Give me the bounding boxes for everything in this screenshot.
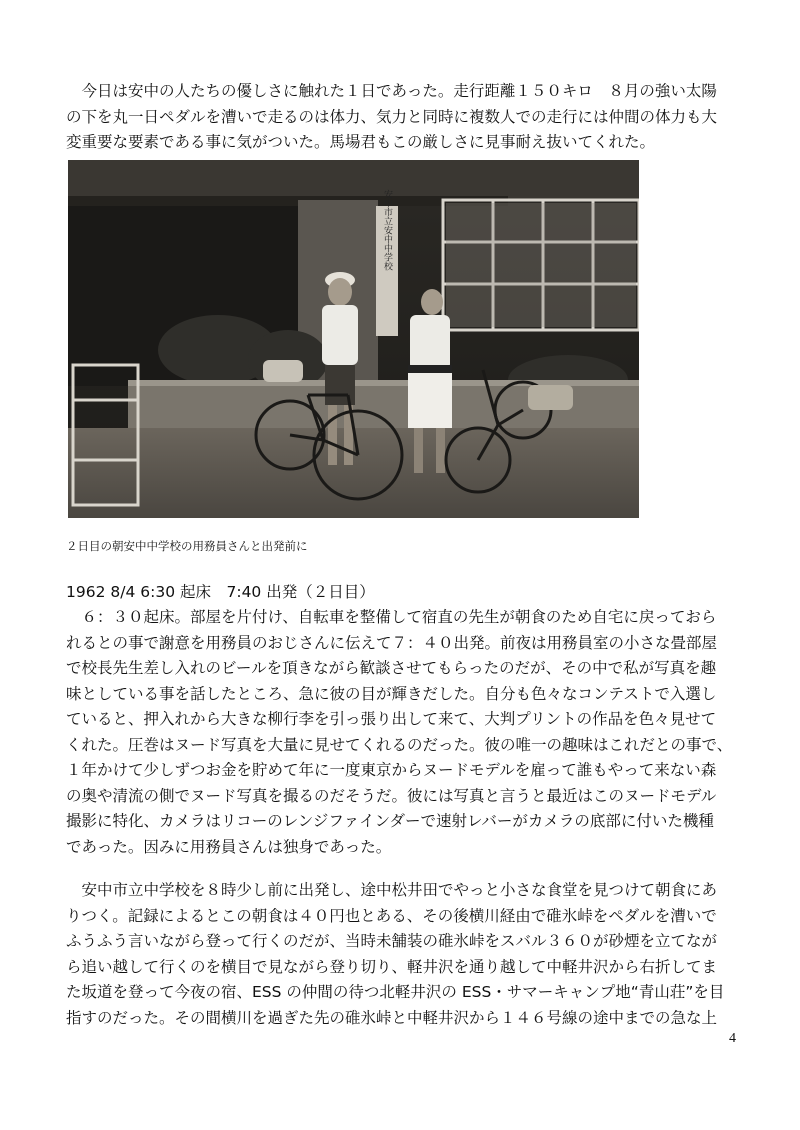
text-line: 撮影に特化、カメラはリコーのレンジファインダーで速射レバーがカメラの底部に付いた機種	[66, 812, 714, 830]
text-line: 変重要な要素である事に気がついた。馬場君もこの厳しさに見事耐え抜いてくれた。	[66, 133, 656, 151]
text-line: 指すのだった。その間横川を過ぎた先の碓氷峠と中軽井沢から１４６号線の途中までの急な上	[66, 1008, 718, 1027]
photo-caption: ２日目の朝安中中学校の用務員さんと出発前に	[66, 539, 308, 553]
text-line: 味としている事を話したところ、急に彼の目が輝きだした。自分も色々なコンテストで入選し	[66, 684, 717, 703]
text-line: ら追い越して行くのを横目で見ながら登り切り、軽井沢を通り越して中軽井沢から右折してま	[66, 957, 718, 976]
intro-paragraph	[66, 79, 744, 156]
text-line: であった。因みに用務員さんは独身であった。	[66, 837, 392, 856]
section-heading: 1962 8/4 6:30 起床 7:40 出発（２日目）	[66, 583, 375, 601]
text-line: の奥や清流の側でヌード写真を撮るのだそうだ。彼には写真と言うと最近はこのヌードモデル	[66, 786, 717, 805]
text-line: れるとの事で謝意を用務員のおじさんに伝えて７：４０出発。前夜は用務員室の小さな畳部屋	[66, 633, 718, 652]
text-line: りつく。記録によるとこの朝食は４０円也とある、その後横川経由で碓氷峠をペダルを漕いで	[66, 906, 717, 925]
body-paragraph-2	[66, 878, 744, 1031]
text-line: ６：３０起床。部屋を片付け、自転車を整備して宿直の先生が朝食のため自宅に戻っておら	[66, 608, 717, 626]
page-number: 4	[729, 1031, 736, 1046]
school-sign: 安中市立安中中学校	[382, 189, 392, 271]
text-line: の下を丸一日ペダルを漕いで走るのは体力、気力と同時に複数人での走行には仲間の体力も大	[66, 107, 718, 126]
text-line: 今日は安中の人たちの優しさに触れた１日であった。走行距離１５０キロ ８月の強い太陽	[66, 82, 717, 100]
text-line: ふうふう言いながら登って行くのだが、当時未舗装の碓氷峠をスバル３６０が砂煙を立てなが	[66, 932, 718, 950]
text-line: １年かけて少しずつお金を貯めて年に一度東京からヌードモデルを雇って誰もやって来ない森	[66, 761, 717, 779]
text-line: ていると、押入れから大きな柳行李を引っ張り出して来て、大判プリントの作品を色々見せて	[66, 710, 717, 728]
body-paragraph-1	[66, 605, 744, 860]
text-line: で校長先生差し入れのビールを頂きながら歓談させてもらったのだが、その中で私が写真を趣	[66, 659, 717, 677]
text-line: 安中市立中学校を８時少し前に出発し、途中松井田でやっと小さな食堂を見つけて朝食にあ	[66, 881, 718, 899]
text-line: た坂道を登って今夜の宿、ESS の仲間の待つ北軽井沢の ESS・サマーキャンプ地“青山荘”を目	[66, 983, 725, 1001]
text-line: くれた。圧巻はヌード写真を大量に見せてくれるのだった。彼の唯一の趣味はこれだとの事で、	[66, 735, 733, 754]
photo-cyclists-at-school	[68, 160, 639, 518]
